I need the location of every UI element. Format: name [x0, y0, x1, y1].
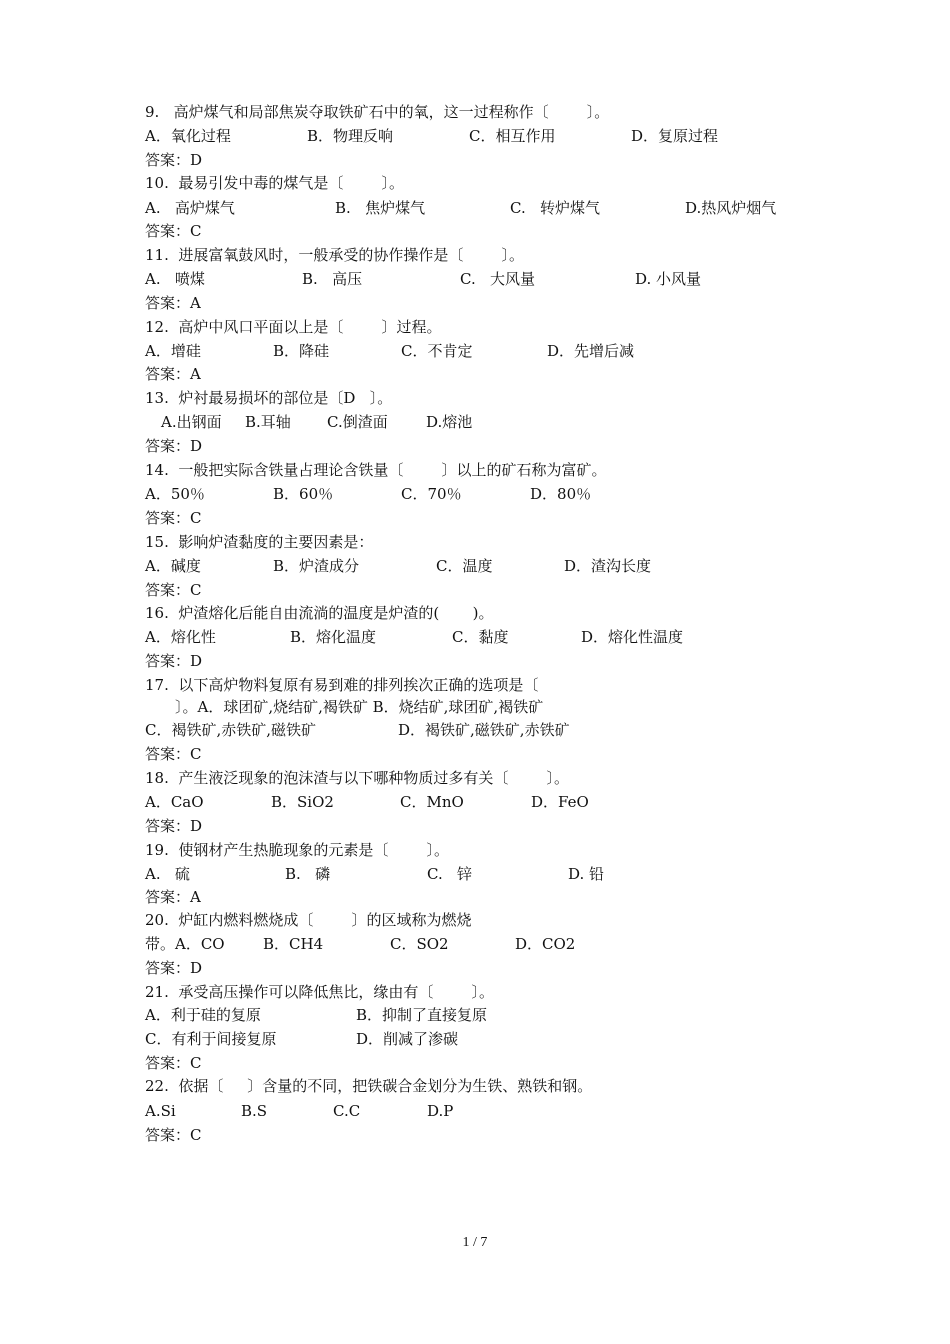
option-c: C．黏度	[452, 628, 509, 646]
question-13-answer: 答案：D	[145, 437, 203, 455]
option-d: D．CO2	[515, 935, 576, 953]
option-c: C．SO2	[390, 935, 449, 953]
option-b: B. 高压	[302, 270, 363, 288]
option-b: B.耳轴	[245, 413, 291, 431]
option-c: C．褐铁矿,赤铁矿,磁铁矿	[145, 721, 317, 739]
option-d: D．削减了渗碳	[356, 1030, 459, 1048]
option-a: A.Si	[145, 1102, 176, 1120]
question-21-text: 21. 承受高压操作可以降低焦比，缘由有〔 〕。	[145, 983, 495, 1001]
option-b: B．SiO2	[271, 793, 334, 811]
option-a: A．CaO	[145, 793, 204, 811]
question-20-answer: 答案：D	[145, 959, 203, 977]
option-a: A. 高炉煤气	[145, 199, 235, 217]
option-c: C.C	[333, 1102, 361, 1120]
option-c: C. 锌	[427, 865, 473, 883]
option-c: C. 大风量	[460, 270, 536, 288]
question-10-answer: 答案：C	[145, 222, 202, 240]
option-b: B．CH4	[263, 935, 324, 953]
option-d: D.熔池	[426, 413, 473, 431]
question-11-answer: 答案：A	[145, 294, 201, 312]
option-d: D.P	[427, 1102, 454, 1120]
question-17-text-continued: 〕。A．球团矿,烧结矿,褐铁矿 B．烧结矿,球团矿,褐铁矿	[175, 698, 544, 716]
option-d: D．褐铁矿,磁铁矿,赤铁矿	[398, 721, 570, 739]
question-18-answer: 答案：D	[145, 817, 203, 835]
option-c: C．70％	[401, 485, 462, 503]
option-b: B．熔化温度	[290, 628, 377, 646]
question-10-text: 10. 最易引发中毒的煤气是〔 〕。	[145, 174, 405, 192]
option-c: C．温度	[436, 557, 493, 575]
question-14-answer: 答案：C	[145, 509, 202, 527]
option-a: A．碱度	[145, 557, 201, 575]
option-d: D．熔化性温度	[581, 628, 684, 646]
question-17-answer: 答案：C	[145, 745, 202, 763]
question-16-answer: 答案：D	[145, 652, 203, 670]
option-d: D．FeO	[531, 793, 589, 811]
question-20-text: 20. 炉缸内燃料燃烧成〔 〕的区域称为燃烧	[145, 911, 472, 929]
option-d: D. 小风量	[635, 270, 702, 288]
option-a: A．增硅	[145, 342, 201, 360]
question-21-answer: 答案：C	[145, 1054, 202, 1072]
option-c: C．MnO	[400, 793, 464, 811]
question-12-answer: 答案：A	[145, 365, 201, 383]
option-c: C．相互作用	[469, 127, 556, 145]
option-b: B.S	[241, 1102, 268, 1120]
page-number: 1 / 7	[462, 1235, 488, 1250]
option-a: A.出钢面	[161, 413, 222, 431]
question-9-text: 9. 高炉煤气和局部焦炭夺取铁矿石中的氧，这一过程称作〔 〕。	[145, 103, 610, 121]
question-12-text: 12. 高炉中风口平面以上是〔 〕过程。	[145, 318, 442, 336]
option-d: D．复原过程	[631, 127, 719, 145]
option-b: B．降硅	[273, 342, 330, 360]
question-18-text: 18. 产生液泛现象的泡沫渣与以下哪种物质过多有关〔 〕。	[145, 769, 570, 787]
question-13-text: 13. 炉衬最易损坏的部位是〔D 〕。	[145, 389, 393, 407]
question-22-text: 22. 依据〔 〕含量的不同，把铁碳合金划分为生铁、熟铁和钢。	[145, 1077, 593, 1095]
option-d: D. 铅	[568, 865, 605, 883]
option-a: A．熔化性	[145, 628, 216, 646]
option-c: C．不肯定	[401, 342, 473, 360]
option-a: A．利于硅的复原	[145, 1006, 261, 1024]
option-b: B．60％	[273, 485, 334, 503]
question-22-answer: 答案：C	[145, 1126, 202, 1144]
option-d: D．80％	[530, 485, 592, 503]
option-d: D．渣沟长度	[564, 557, 652, 575]
question-19-text: 19. 使钢材产生热脆现象的元素是〔 〕。	[145, 841, 450, 859]
option-b: B. 磷	[285, 865, 331, 883]
option-a: A．氧化过程	[145, 127, 231, 145]
option-c: C．有利于间接复原	[145, 1030, 277, 1048]
option-a: 带。A．CO	[145, 935, 225, 953]
option-c: C.倒渣面	[327, 413, 388, 431]
option-b: B. 焦炉煤气	[335, 199, 426, 217]
question-15-text: 15. 影响炉渣黏度的主要因素是：	[145, 533, 374, 551]
question-15-answer: 答案：C	[145, 581, 202, 599]
question-11-text: 11. 进展富氧鼓风时，一般承受的协作操作是〔 〕。	[145, 246, 525, 264]
option-a: A. 喷煤	[145, 270, 205, 288]
option-b: B．物理反响	[307, 127, 394, 145]
question-9-answer: 答案：D	[145, 151, 203, 169]
option-b: B．抑制了直接复原	[356, 1006, 488, 1024]
option-a: A. 硫	[145, 865, 190, 883]
option-a: A．50％	[145, 485, 205, 503]
question-14-text: 14. 一般把实际含铁量占理论含铁量〔 〕以上的矿石称为富矿。	[145, 461, 607, 479]
question-16-text: 16. 炉渣熔化后能自由流淌的温度是炉渣的( )。	[145, 604, 494, 622]
option-d: D.热风炉烟气	[685, 199, 777, 217]
option-d: D．先增后减	[547, 342, 635, 360]
question-17-text: 17. 以下高炉物料复原有易到难的排列挨次正确的选项是〔	[145, 676, 539, 694]
option-c: C. 转炉煤气	[510, 199, 601, 217]
question-19-answer: 答案：A	[145, 888, 201, 906]
option-b: B．炉渣成分	[273, 557, 360, 575]
